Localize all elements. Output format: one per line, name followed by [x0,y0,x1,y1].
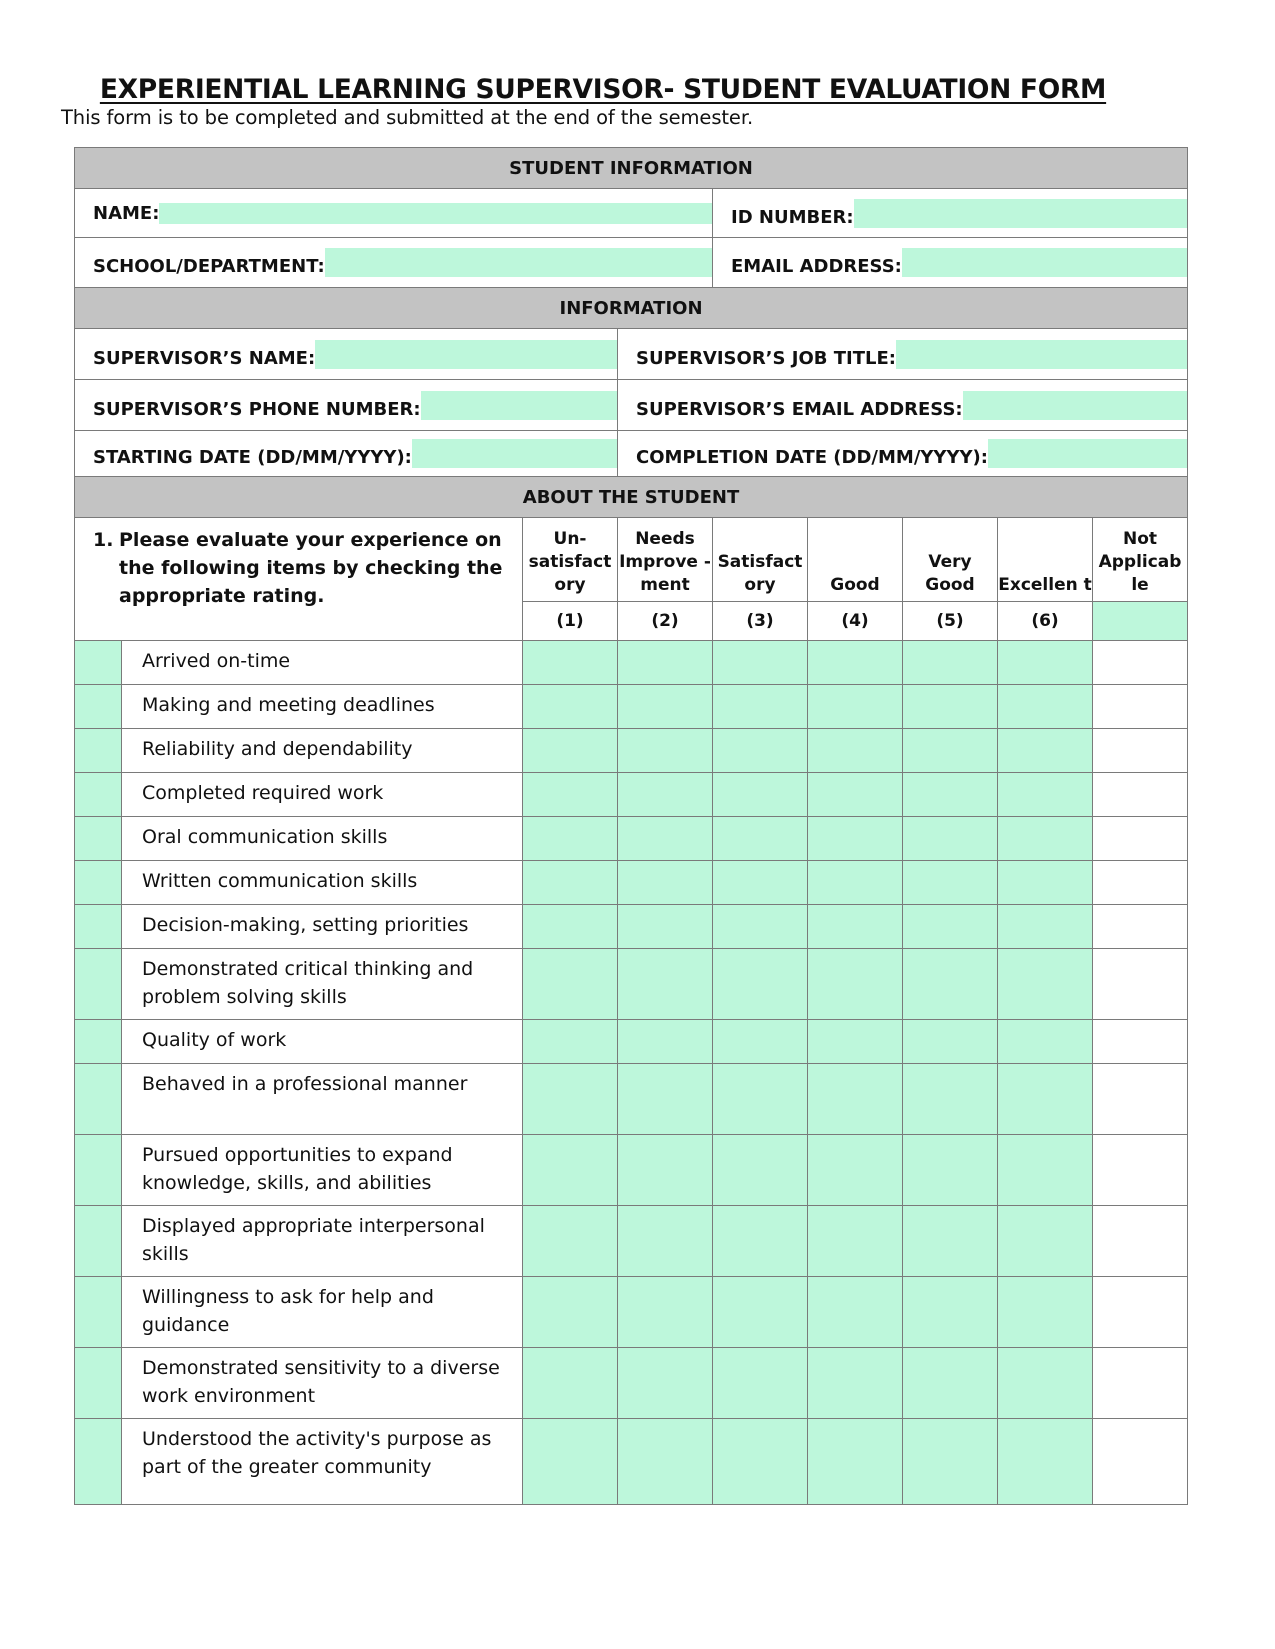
question-text: Please evaluate your experience on the following items by checking the appropriate rating. [119,529,503,607]
id-number-label: ID NUMBER: [731,206,854,228]
item-check-cell[interactable] [75,641,122,685]
rating-cell-4[interactable] [808,685,903,729]
rating-cell-6[interactable] [998,861,1093,905]
rating-cell-1[interactable] [523,1064,618,1135]
rating-cell-na[interactable] [1093,729,1188,773]
supervisor-title-row [618,329,1188,380]
starting-date-label: STARTING DATE (DD/MM/YYYY): [93,447,412,468]
rating-cell-4[interactable] [808,905,903,949]
rating-cell-5[interactable] [903,1206,998,1277]
supervisor-name-label: SUPERVISOR’S NAME: [93,347,316,369]
supervisor-email-input[interactable] [963,391,1187,420]
rating-cell-3[interactable] [713,773,808,817]
rating-header-5: Very Good [903,518,998,602]
item-label: Demonstrated critical thinking and problem solving skills [122,949,523,1020]
rating-cell-na[interactable] [1093,1348,1188,1419]
student-information-header: STUDENT INFORMATION [75,148,1188,189]
item-check-cell[interactable] [75,773,122,817]
rating-cell-6[interactable] [998,1206,1093,1277]
rating-cell-na[interactable] [1093,1277,1188,1348]
rating-cell-6[interactable] [998,1277,1093,1348]
rating-cell-na[interactable] [1093,817,1188,861]
rating-cell-4[interactable] [808,817,903,861]
rating-cell-2[interactable] [618,729,713,773]
rating-header-4: Good [808,518,903,602]
rating-number-3: (3) [713,602,808,641]
item-label: Oral communication skills [122,817,523,861]
item-check-cell[interactable] [75,1419,122,1505]
completion-date-row [618,431,1188,477]
rating-cell-5[interactable] [903,905,998,949]
rating-cell-1[interactable] [523,1020,618,1064]
rating-cell-3[interactable] [713,861,808,905]
completion-date-label: COMPLETION DATE (DD/MM/YYYY): [636,447,988,468]
rating-cell-na[interactable] [1093,1064,1188,1135]
rating-cell-1[interactable] [523,905,618,949]
rating-cell-3[interactable] [713,1135,808,1206]
rating-cell-3[interactable] [713,817,808,861]
item-check-cell[interactable] [75,817,122,861]
rating-cell-2[interactable] [618,1277,713,1348]
rating-cell-4[interactable] [808,1206,903,1277]
supervisor-name-row [75,329,618,380]
rating-cell-5[interactable] [903,685,998,729]
rating-cell-na[interactable] [1093,905,1188,949]
evaluation-item-row [75,861,1188,905]
supervisor-email-label: SUPERVISOR’S EMAIL ADDRESS: [636,398,963,420]
item-check-cell[interactable] [75,1020,122,1064]
rating-cell-1[interactable] [523,1277,618,1348]
rating-cell-5[interactable] [903,641,998,685]
evaluation-item-row [75,685,1188,729]
rating-cell-4[interactable] [808,1064,903,1135]
id-number-input[interactable] [854,199,1187,228]
rating-header-na: Not Applicab le [1093,518,1188,602]
item-check-cell[interactable] [75,685,122,729]
rating-cell-na[interactable] [1093,1419,1188,1505]
evaluation-item-row [75,773,1188,817]
rating-cell-3[interactable] [713,641,808,685]
evaluation-form-table [74,147,1188,1505]
rating-cell-na[interactable] [1093,773,1188,817]
item-check-cell[interactable] [75,861,122,905]
rating-cell-4[interactable] [808,1135,903,1206]
rating-cell-2[interactable] [618,1135,713,1206]
rating-cell-3[interactable] [713,1277,808,1348]
rating-cell-3[interactable] [713,1419,808,1505]
rating-cell-1[interactable] [523,949,618,1020]
supervisor-phone-label: SUPERVISOR’S PHONE NUMBER: [93,398,421,420]
item-label: Arrived on-time [122,641,523,685]
rating-cell-5[interactable] [903,1277,998,1348]
rating-number-2: (2) [618,602,713,641]
rating-cell-2[interactable] [618,641,713,685]
id-row [713,189,1188,238]
rating-cell-6[interactable] [998,1419,1093,1505]
question-number: 1. [93,529,114,551]
rating-cell-6[interactable] [998,685,1093,729]
rating-cell-3[interactable] [713,1206,808,1277]
rating-header-2: Needs Improve -ment [618,518,713,602]
rating-cell-na[interactable] [1093,949,1188,1020]
item-label: Quality of work [122,1020,523,1064]
rating-cell-na[interactable] [1093,1020,1188,1064]
rating-cell-6[interactable] [998,949,1093,1020]
form-instructions: This form is to be completed and submitted at the end of the semester. [61,106,754,129]
school-row [75,238,713,288]
email-address-input[interactable] [902,248,1187,277]
rating-cell-3[interactable] [713,1348,808,1419]
rating-cell-na[interactable] [1093,685,1188,729]
rating-cell-3[interactable] [713,1020,808,1064]
item-label: Demonstrated sensitivity to a diverse work environment [122,1348,523,1419]
rating-cell-4[interactable] [808,1419,903,1505]
rating-cell-5[interactable] [903,729,998,773]
rating-cell-4[interactable] [808,1277,903,1348]
rating-cell-4[interactable] [808,861,903,905]
rating-cell-1[interactable] [523,817,618,861]
item-check-cell[interactable] [75,1206,122,1277]
item-label: Understood the activity's purpose as part of the greater community [122,1419,523,1505]
rating-number-na[interactable] [1093,602,1188,641]
school-department-label: SCHOOL/DEPARTMENT: [93,256,325,277]
rating-cell-5[interactable] [903,949,998,1020]
supervisor-phone-row [75,380,618,431]
rating-cell-1[interactable] [523,1135,618,1206]
evaluation-item-row [75,1206,1188,1277]
rating-cell-3[interactable] [713,729,808,773]
rating-cell-4[interactable] [808,729,903,773]
supervisor-name-input[interactable] [315,340,617,369]
evaluation-item-row [75,1277,1188,1348]
rating-cell-2[interactable] [618,861,713,905]
evaluation-item-row [75,1348,1188,1419]
rating-cell-6[interactable] [998,773,1093,817]
rating-cell-5[interactable] [903,1135,998,1206]
evaluation-item-row [75,1064,1188,1135]
rating-header-1: Un- satisfact ory [523,518,618,602]
rating-cell-1[interactable] [523,861,618,905]
rating-cell-5[interactable] [903,817,998,861]
information-header: INFORMATION [75,288,1188,329]
rating-cell-6[interactable] [998,641,1093,685]
rating-cell-6[interactable] [998,1020,1093,1064]
rating-cell-5[interactable] [903,1064,998,1135]
rating-cell-2[interactable] [618,905,713,949]
rating-cell-3[interactable] [713,949,808,1020]
name-row [75,189,713,238]
item-check-cell[interactable] [75,729,122,773]
rating-cell-6[interactable] [998,1348,1093,1419]
rating-cell-1[interactable] [523,641,618,685]
evaluation-item-row [75,1020,1188,1064]
evaluation-item-row [75,641,1188,685]
item-label: Behaved in a professional manner [122,1064,523,1135]
rating-number-6: (6) [998,602,1093,641]
evaluation-item-row [75,949,1188,1020]
question-1 [75,518,523,641]
rating-cell-2[interactable] [618,817,713,861]
rating-cell-3[interactable] [713,1064,808,1135]
item-label: Reliability and dependability [122,729,523,773]
item-check-cell[interactable] [75,1277,122,1348]
rating-cell-2[interactable] [618,1064,713,1135]
item-label: Making and meeting deadlines [122,685,523,729]
rating-cell-1[interactable] [523,685,618,729]
rating-header-3: Satisfact ory [713,518,808,602]
rating-cell-2[interactable] [618,1206,713,1277]
item-label: Pursued opportunities to expand knowledge, skills, and abilities [122,1135,523,1206]
rating-cell-2[interactable] [618,685,713,729]
rating-cell-4[interactable] [808,641,903,685]
rating-cell-3[interactable] [713,685,808,729]
rating-cell-1[interactable] [523,729,618,773]
rating-number-4: (4) [808,602,903,641]
evaluation-item-row [75,1419,1188,1505]
rating-cell-4[interactable] [808,1348,903,1419]
item-label: Decision-making, setting priorities [122,905,523,949]
rating-cell-5[interactable] [903,773,998,817]
supervisor-job-title-label: SUPERVISOR’S JOB TITLE: [636,347,896,369]
rating-cell-6[interactable] [998,817,1093,861]
rating-cell-6[interactable] [998,1064,1093,1135]
supervisor-email-row [618,380,1188,431]
rating-cell-na[interactable] [1093,641,1188,685]
evaluation-item-row [75,905,1188,949]
rating-cell-2[interactable] [618,773,713,817]
rating-number-1: (1) [523,602,618,641]
email-address-label: EMAIL ADDRESS: [731,256,902,277]
rating-cell-6[interactable] [998,1135,1093,1206]
evaluation-item-row [75,817,1188,861]
item-label: Completed required work [122,773,523,817]
rating-cell-5[interactable] [903,861,998,905]
rating-cell-na[interactable] [1093,1206,1188,1277]
email-row [713,238,1188,288]
item-check-cell[interactable] [75,905,122,949]
item-check-cell[interactable] [75,1348,122,1419]
item-label: Written communication skills [122,861,523,905]
item-check-cell[interactable] [75,1064,122,1135]
rating-cell-5[interactable] [903,1419,998,1505]
starting-date-input[interactable] [412,439,617,468]
evaluation-items [75,641,1188,1505]
rating-cell-na[interactable] [1093,1135,1188,1206]
supervisor-phone-input[interactable] [421,391,617,420]
supervisor-job-title-input[interactable] [896,340,1187,369]
completion-date-input[interactable] [988,439,1187,468]
rating-cell-4[interactable] [808,773,903,817]
item-check-cell[interactable] [75,949,122,1020]
page-title: EXPERIENTIAL LEARNING SUPERVISOR- STUDENT EVALUATION FORM [99,74,1107,105]
rating-cell-4[interactable] [808,1020,903,1064]
rating-cell-2[interactable] [618,1419,713,1505]
rating-cell-2[interactable] [618,1020,713,1064]
rating-cell-2[interactable] [618,949,713,1020]
rating-cell-1[interactable] [523,773,618,817]
rating-cell-5[interactable] [903,1020,998,1064]
evaluation-item-row [75,1135,1188,1206]
rating-cell-5[interactable] [903,1348,998,1419]
rating-cell-4[interactable] [808,949,903,1020]
item-label: Displayed appropriate interpersonal skills [122,1206,523,1277]
rating-cell-1[interactable] [523,1419,618,1505]
rating-cell-na[interactable] [1093,861,1188,905]
rating-cell-1[interactable] [523,1206,618,1277]
rating-cell-3[interactable] [713,905,808,949]
name-input[interactable] [159,203,712,224]
name-label: NAME: [93,202,160,224]
rating-cell-6[interactable] [998,905,1093,949]
evaluation-item-row [75,729,1188,773]
rating-cell-2[interactable] [618,1348,713,1419]
starting-date-row [75,431,618,477]
about-student-header: ABOUT THE STUDENT [75,477,1188,518]
rating-cell-6[interactable] [998,729,1093,773]
rating-number-5: (5) [903,602,998,641]
item-check-cell[interactable] [75,1135,122,1206]
item-label: Willingness to ask for help and guidance [122,1277,523,1348]
rating-cell-1[interactable] [523,1348,618,1419]
school-department-input[interactable] [325,248,712,277]
rating-header-6: Excellen t [998,518,1093,602]
